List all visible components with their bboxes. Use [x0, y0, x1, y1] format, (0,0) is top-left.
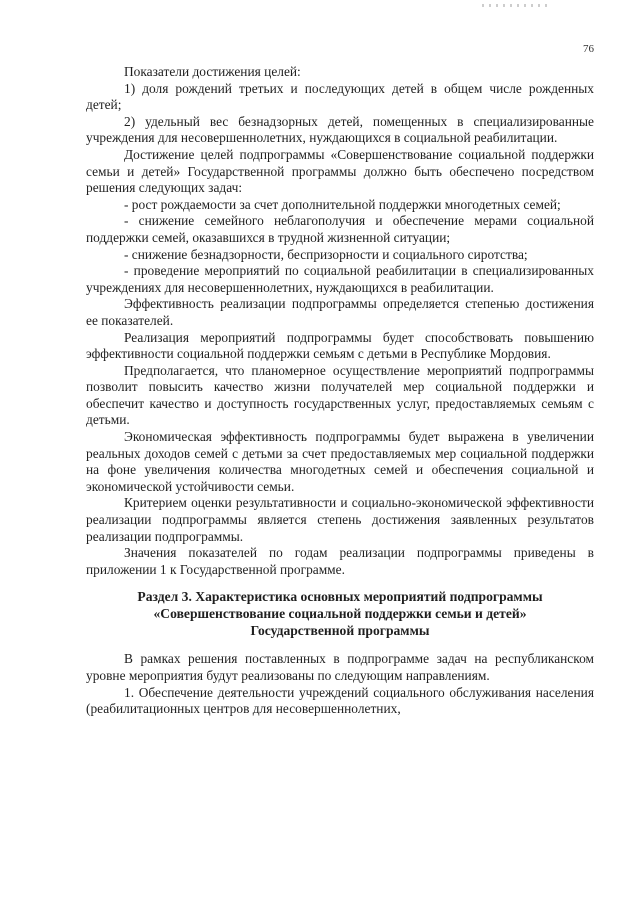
list-item: - снижение семейного неблагополучия и обеспечение мерами социальной поддержки семей, оказавшихся в трудной жизненной ситуации; [86, 213, 594, 245]
paragraph: 1. Обеспечение деятельности учреждений социального обслуживания населения (реабилитационных центров для несовершеннолетних, [86, 684, 594, 717]
paragraph: Показатели достижения целей: [124, 64, 301, 79]
paragraph: Экономическая эффективность подпрограммы будет выражена в увеличении реальных доходов семей с детьми за счет предоставляемых мер социальной поддержки на фоне увеличения количества многодетных семей и обеспечения социальной и экономической устойчивости семьи. [86, 429, 594, 494]
section-heading-line: Государственной программы [250, 623, 430, 639]
list-item: - снижение безнадзорности, беспризорности и социального сиротства; [124, 246, 528, 262]
paragraph: В рамках решения поставленных в подпрограмме задач на республиканском уровне мероприятия будут реализованы по следующим направлениям. [86, 651, 594, 683]
paragraph: Предполагается, что планомерное осуществление мероприятий подпрограммы позволит повысить качество жизни получателей мер социальной поддержки и обеспечит качество и доступность государственных услуг, предоставляемых семьям с детьми. [86, 362, 594, 428]
paragraph: Критерием оценки результативности и социально-экономической эффективности реализации подпрограммы является степень достижения заявленных результатов реализации подпрограммы. [86, 495, 594, 544]
paragraph: Реализация мероприятий подпрограммы будет способствовать повышению эффективности социальной поддержки семьям с детьми в Республике Мордовия. [86, 329, 594, 362]
section-heading [86, 588, 594, 639]
scan-artifact [482, 4, 552, 7]
section-heading-line: Раздел 3. Характеристика основных мероприятий подпрограммы [137, 589, 543, 605]
paragraph: Достижение целей подпрограммы «Совершенствование социальной поддержки семьи и детей» Государственной программы должно быть обеспечено посредством решения следующих задач: [86, 146, 594, 196]
list-item: - проведение мероприятий по социальной реабилитации в специализированных учреждениях для несовершеннолетних, нуждающихся в реабилитации. [86, 263, 594, 295]
page-number: 76 [583, 43, 594, 55]
paragraph: Значения показателей по годам реализации подпрограммы приведены в приложении 1 к Государственной программе. [86, 545, 594, 577]
paragraph: 2) удельный вес безнадзорных детей, помещенных в специализированные учреждения для несовершеннолетних, нуждающихся в социальной реабилитации. [86, 113, 594, 146]
list-item: - рост рождаемости за счет дополнительной поддержки многодетных семей; [124, 196, 561, 212]
section-heading-line: «Совершенствование социальной поддержки семьи и детей» [153, 606, 527, 622]
document-body [86, 64, 594, 718]
paragraph: Эффективность реализации подпрограммы определяется степенью достижения ее показателей. [86, 296, 594, 328]
paragraph: 1) доля рождений третьих и последующих детей в общем числе рожденных детей; [86, 80, 594, 113]
